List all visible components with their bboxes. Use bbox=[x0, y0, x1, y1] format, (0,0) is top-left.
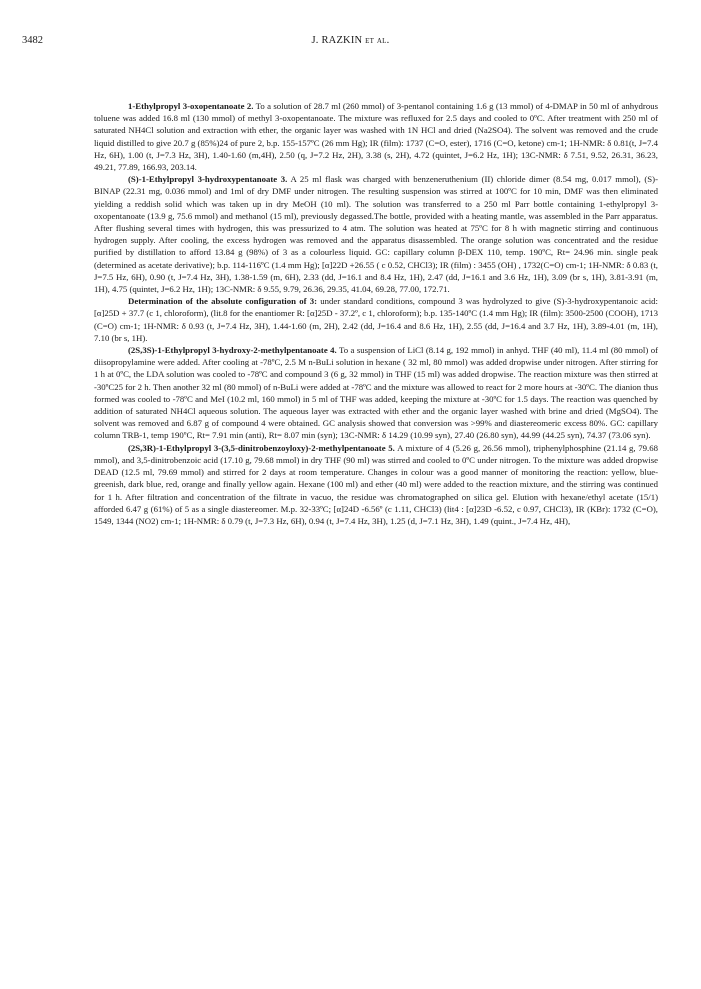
compound-title: (S)-1-Ethylpropyl 3-hydroxypentanoate 3. bbox=[128, 174, 288, 185]
paragraph-compound-5 bbox=[94, 442, 658, 527]
paragraph-compound-2 bbox=[94, 100, 658, 173]
paragraph-compound-4 bbox=[94, 344, 658, 442]
paragraph-text: under standard conditions, compound 3 was hydrolyzed to give (S)-3-hydroxypentanoic acid: [α]25D + 37.7 (c 1, chloroform), (lit.8 for the enantiomer R: [α]25D - 37.2º, c 1, chloroform); b.p. 135-140ºC (1.4 mm Hg); IR (film): 3500-2500 (COOH), 1713 (C=O) cm-1; 1H-NMR: δ 0.93 (t, J=7.4 Hz, 3H), 1.44-1.60 (m, 2H), 2.42 (dd, J=16.4 and 8.6 Hz, 1H), 2.55 (dd, J=16.4 and 3.7 Hz, 1H), 3.89-4.01 (m, 1H), 7.10 (br s, 1H). bbox=[94, 296, 658, 343]
paragraph-text: A 25 ml flask was charged with benzeneruthenium (II) chloride dimer (8.54 mg, 0.017 mmol), (S)-BINAP (22.31 mg, 0.036 mmol) and 1ml of dry DMF under nitrogen. The resulting suspension was stirred at 100ºC for 10 min, DMF was then eliminated yielding a reddish solid which was taken up in dry MeOH (10 ml). The solution was transferred to a 250 ml Parr bottle containing 1-ethylpropyl 3-oxopentanoate (13.9 g, 75.6 mmol) and methanol (15 ml), previously degassed.The bottle, provided with a heating mantle, was assembled in the Parr apparatus. After flushing several times with hydrogen, this was pressurized to 4 atm. The solution was heated at 75ºC for 8 h with magnetic stirring and continuous hydrogen supply. After cooling, the excess hydrogen was removed and the apparatus disassembled. The orange solution was concentrated and the residue purified by distillation to afford 13.84 g (98%) of 3 as a colourless liquid. GC: capillary column β-DEX 110, temp. 190ºC, Rt= 24.96 min. single peak (determined as acetate derivative); b.p. 114-116ºC (1.4 mm Hg); [α]22D +26.55 ( c 0.52, CHCl3); IR (film) : 3455 (OH) , 1732(C=O) cm-1; 1H-NMR: δ 0.83 (t, J=7.5 Hz, 6H), 0.90 (t, J=7.4 Hz, 3H), 1.38-1.59 (m, 6H), 2.33 (dd, J=16.1 and 8.4 Hz, 1H), 2.47 (dd, J=16.1 and 3.6 Hz, 1H), 3.09 (br s, 1H), 3.81-3.91 (m, 1H), 4.75 (quintet, J=6.2 Hz, 1H); 13C-NMR: δ 9.55, 9.79, 26.36, 29.35, 41.04, 69.28, 77.00, 172.71. bbox=[94, 174, 659, 295]
experimental-text bbox=[94, 100, 658, 527]
paragraph-text: To a solution of 28.7 ml (260 mmol) of 3-pentanol containing 1.6 g (13 mmol) of 4-DMAP in 50 ml of anhydrous toluene was added 16.8 ml (130 mmol) of methyl 3-oxopentanoate. The mixture was refluxed for 2.5 days and cooled to 0ºC. After treatment with 250 ml of saturated NH4Cl solution and extraction with ether, the organic layer was washed with 1N HCl and dried (Na2SO4). The solvent was removed and the crude liquid distilled to give 20.7 g (85%)24 of pure 2, b.p. 155-157ºC (26 mm Hg); IR (film): 1737 (C=O, ester), 1716 (C=O, ketone) cm-1; 1H-NMR: δ 0.81(t, J=7.4 Hz, 6H), 1.00 (t, J=7.3 Hz, 3H), 1.40-1.60 (m,4H), 2.50 (q, J=7.2 Hz, 2H), 3.38 (s, 2H), 4.72 (quintet, J=6.2 Hz, 1H); 13C-NMR: δ 7.51, 9.52, 26.31, 36.23, 49.21, 77.89, 166.93, 203.14. bbox=[94, 101, 658, 173]
page-header bbox=[0, 35, 701, 49]
paragraph-text: To a suspension of LiCl (8.14 g, 192 mmol) in anhyd. THF (40 ml), 11.4 ml (80 mmol) of diisopropylamine were added. After cooling at -78ºC, 2.5 M n-BuLi solution in hexane ( 32 ml, 80 mmol) was added dropwise under nitrogen. After stirring for 1 h at 0ºC, the LDA solution was cooled to -78ºC and compound 3 (6 g, 32 mmol) in THF (15 ml) was added dropwise. The reaction mixture was then stirred at -30ºC25 for 2 h. Then another 32 ml (80 mmol) of n-BuLi were added at -78ºC and the mixture was allowed to react for 2 more hours at -30ºC. The dianion thus formed was cooled to -78ºC and MeI (10.2 ml, 160 mmol) in 5 ml of THF was added, keeping the mixture at -30ºC for 1.5 days. The reaction was quenched by addition of saturated NH4Cl aqueous solution. The aqueous layer was extracted with ether and the organic layer washed with brine and dried (MgSO4). The solvent was removed and 6.87 g of compound 4 were obtained. GC analysis showed that conversion was >99% and diastereomeric excess 80%. GC: capillary column TRB-1, temp 190ºC, Rt= 7.91 min (anti), Rt= 8.07 min (syn); 13C-NMR: δ 14.29 (10.99 syn), 27.40 (26.80 syn), 44.99 (44.25 syn), 74.37 (73.06 syn). bbox=[94, 345, 658, 441]
paragraph-absolute-configuration bbox=[94, 295, 658, 344]
section-title: Determination of the absolute configuration of 3: bbox=[128, 296, 318, 307]
running-title: J. RAZKIN et al. bbox=[311, 35, 390, 46]
compound-title: (2S,3R)-1-Ethylpropyl 3-(3,5-dinitrobenzoyloxy)-2-methylpentanoate 5. bbox=[128, 442, 395, 453]
paragraph-compound-3 bbox=[94, 173, 658, 295]
compound-title: 1-Ethylpropyl 3-oxopentanoate 2. bbox=[128, 101, 254, 111]
compound-title: (2S,3S)-1-Ethylpropyl 3-hydroxy-2-methylpentanoate 4. bbox=[128, 345, 337, 356]
page-number: 3482 bbox=[22, 35, 43, 46]
paragraph-text: A mixture of 4 (5.26 g, 26.56 mmol), triphenylphosphine (21.14 g, 79.68 mmol), and 3,5-dinitrobenzoic acid (17.10 g, 79.68 mmol) in dry THF (90 ml) was stirred and cooled to 0ºC under nitrogen. To the mixture was added dropwise DEAD (12.5 ml, 79.69 mmol) and stirred for 2 days at room temperature. Changes in colour was a good manner of monitoring the reaction: yellow, blue-greenish, dark blue, red, orange and finally yellow again. Hexane (100 ml) and ether (40 ml) were added to the reaction mixture, and the stirring was continued for 1 h. After filtration and concentration of the filtrate in vacuo, the residue was chromatographed on silica gel. Elution with hexane/ethyl acetate (15/1) afforded 6.47 g (61%) of 5 as a single diastereomer. M.p. 32-33ºC; [α]24D -6.56º (c 1.11, CHCl3) (lit4 : [α]23D -6.52, c 0.97, CHCl3), IR (KBr): 1732 (C=O), 1549, 1344 (NO2) cm-1; 1H-NMR: δ 0.79 (t, J=7.3 Hz, 6H), 0.94 (t, J=7.4 Hz, 3H), 1.25 (d, J=7.1 Hz, 3H), 1.49 (quint., J=7.4 Hz, 4H), bbox=[94, 442, 658, 526]
